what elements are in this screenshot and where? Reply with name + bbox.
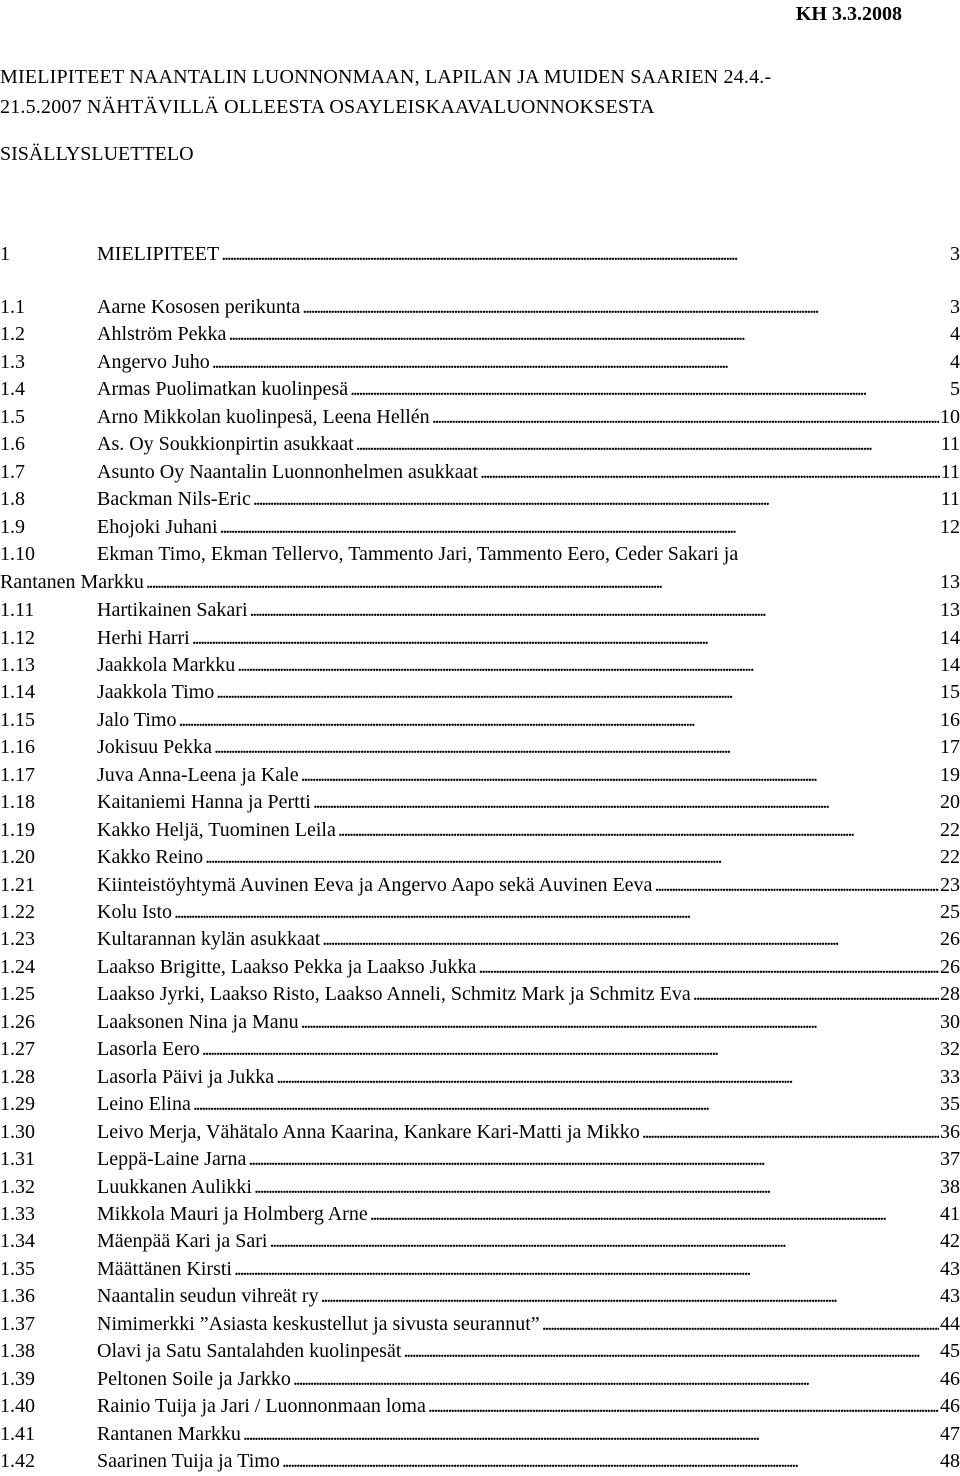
toc-dot-leader — [370, 1201, 939, 1228]
toc-dot-leader — [301, 762, 939, 789]
toc-entry-number: 1.12 — [0, 626, 35, 649]
toc-entry-line — [97, 1174, 960, 1201]
toc-entry-line — [97, 459, 960, 486]
toc-entry-number: 1.22 — [0, 901, 35, 923]
toc-dot-leader — [248, 1146, 939, 1173]
toc-entry-number: 1.39 — [0, 1367, 35, 1390]
toc-entry-title: Jaakkola Markku — [97, 653, 236, 676]
toc-entry-line — [97, 404, 960, 431]
toc-entry-title: MIELIPITEET — [97, 243, 220, 265]
toc-entry-page: 36 — [940, 1120, 960, 1143]
toc-dot-leader — [216, 679, 939, 706]
toc-entry-title: As. Oy Soukkionpirtin asukkaat — [97, 433, 354, 456]
toc-entry-number: 1.5 — [0, 405, 25, 428]
toc-entry-line — [97, 762, 960, 789]
toc-dot-leader — [205, 844, 939, 871]
toc-entry-title: Kakko Reino — [97, 846, 204, 869]
toc-entry-number: 1.42 — [0, 1450, 35, 1472]
toc-entry-number: 1.36 — [0, 1285, 35, 1308]
toc-entry-number: 1.3 — [0, 350, 25, 373]
toc-entry-title: Rainio Tuija ja Jari / Luonnonmaan loma — [97, 1395, 426, 1418]
toc-entry-page: 41 — [940, 1202, 960, 1225]
toc-entry-title: Armas Puolimatkan kuolinpesä — [97, 378, 349, 401]
document-title-line-2: 21.5.2007 NÄHTÄVILLÄ OLLEESTA OSAYLEISKAAVALUONNOKSESTA — [0, 96, 655, 118]
toc-dot-leader — [234, 1256, 939, 1283]
toc-entry-title: Olavi ja Satu Santalahden kuolinpesät — [97, 1340, 402, 1363]
toc-entry-number: 1.9 — [0, 515, 25, 538]
toc-entry-title: Leivo Merja, Vähätalo Anna Kaarina, Kankare Kari-Matti ja Mikko — [97, 1120, 640, 1143]
toc-entry-title: Herhi Harri — [97, 626, 190, 649]
toc-entry-line — [97, 376, 960, 403]
toc-entry-page: 48 — [940, 1450, 960, 1472]
toc-entry-line — [97, 241, 960, 268]
toc-dot-leader — [428, 1393, 939, 1420]
toc-entry-page: 28 — [940, 983, 960, 1006]
toc-entry-page: 30 — [940, 1010, 960, 1033]
toc-entry-number: 1.19 — [0, 818, 35, 841]
toc-dot-leader — [282, 1448, 939, 1475]
toc-dot-leader — [432, 404, 939, 431]
toc-entry-page: 16 — [940, 708, 960, 731]
toc-entry-line — [97, 652, 960, 679]
toc-entry-number: 1.28 — [0, 1065, 35, 1088]
toc-entry-page: 22 — [940, 818, 960, 841]
toc-entry-number: 1.11 — [0, 599, 35, 622]
toc-entry-title: Naantalin seudun vihreät ry — [97, 1285, 319, 1308]
toc-entry-line — [97, 625, 960, 652]
toc-dot-leader — [254, 1174, 939, 1201]
toc-entry-number: 1.31 — [0, 1148, 35, 1171]
document-title-line-1: MIELIPITEET NAANTALIN LUONNONMAAN, LAPILAN JA MUIDEN SAARIEN 24.4.- — [0, 66, 772, 88]
toc-entry-number: 1.16 — [0, 736, 35, 759]
toc-entry-number: 1.35 — [0, 1257, 35, 1280]
toc-entry-number: 1.15 — [0, 708, 35, 731]
toc-entry-line — [97, 817, 960, 844]
toc-entry-number: 1.6 — [0, 433, 25, 456]
toc-dot-leader — [403, 1338, 939, 1365]
toc-entry-line — [97, 1064, 960, 1091]
toc-dot-leader — [174, 899, 939, 926]
toc-entry-number: 1.18 — [0, 791, 35, 814]
toc-dot-leader — [193, 1091, 939, 1118]
toc-dot-leader — [322, 926, 939, 953]
toc-dot-leader — [302, 294, 949, 321]
toc-dot-leader — [214, 734, 939, 761]
toc-entry-page: 45 — [940, 1340, 960, 1363]
toc-dot-leader — [642, 1119, 939, 1146]
toc-entry-number: 1.32 — [0, 1175, 35, 1198]
toc-entry-line — [97, 707, 960, 734]
toc-entry-page: 32 — [940, 1038, 960, 1061]
toc-entry-line — [97, 789, 960, 816]
toc-entry-title-continued: Rantanen Markku — [0, 571, 144, 594]
toc-entry-number: 1.20 — [0, 846, 35, 869]
toc-entry-line — [97, 734, 960, 761]
toc-entry-number: 1.27 — [0, 1038, 35, 1061]
toc-entry-number: 1.1 — [0, 296, 25, 318]
toc-dot-leader — [350, 376, 949, 403]
toc-entry-number: 1.34 — [0, 1230, 35, 1253]
toc-entry-page: 37 — [940, 1148, 960, 1171]
toc-entry-line — [97, 486, 960, 513]
toc-entry-line — [97, 1201, 960, 1228]
toc-entry-page: 11 — [940, 488, 960, 511]
toc-entry-page: 43 — [940, 1285, 960, 1308]
toc-dot-leader — [250, 597, 940, 624]
toc-entry-title: Laakso Jyrki, Laakso Risto, Laakso Anneli, Schmitz Mark ja Schmitz Eva — [97, 983, 691, 1006]
toc-entry-title: Laakso Brigitte, Laakso Pekka ja Laakso Jukka — [97, 955, 477, 978]
toc-entry-title: Lasorla Päivi ja Jukka — [97, 1065, 275, 1088]
toc-entry-title: Kakko Heljä, Tuominen Leila — [97, 818, 336, 841]
toc-entry-number: 1.14 — [0, 681, 35, 704]
doc-reference: KH 3.3.2008 — [795, 3, 902, 25]
toc-entry-page: 5 — [950, 378, 960, 401]
toc-entry-page: 42 — [940, 1230, 960, 1253]
toc-entry-number: 1.40 — [0, 1395, 35, 1418]
toc-entry-title: Ehojoki Juhani — [97, 515, 218, 538]
toc-entry-line — [97, 597, 960, 624]
toc-entry-page: 11 — [940, 433, 960, 456]
toc-entry-page: 13 — [940, 599, 960, 622]
toc-entry-line — [97, 679, 960, 706]
toc-entry-line — [97, 1228, 960, 1255]
toc-entry-title: Juva Anna-Leena ja Kale — [97, 763, 299, 786]
toc-dot-leader — [202, 1036, 939, 1063]
toc-entry-line — [0, 569, 960, 596]
toc-entry-page: 35 — [940, 1093, 960, 1116]
toc-dot-leader — [693, 981, 939, 1008]
toc-entry-line — [97, 926, 960, 953]
toc-entry-number: 1.2 — [0, 323, 25, 346]
toc-entry-page: 19 — [940, 763, 960, 786]
toc-entry-page: 22 — [940, 846, 960, 869]
toc-entry-page: 38 — [940, 1175, 960, 1198]
toc-entry-line — [97, 431, 960, 458]
toc-dot-leader — [221, 241, 949, 268]
toc-entry-title: Ekman Timo, Ekman Tellervo, Tammento Jari, Tammento Eero, Ceder Sakari ja — [97, 543, 739, 566]
toc-entry-title: Jokisuu Pekka — [97, 736, 212, 759]
toc-entry-number: 1.24 — [0, 955, 35, 978]
toc-entry-page: 4 — [950, 350, 960, 373]
toc-entry-title: Jalo Timo — [97, 708, 177, 731]
toc-entry-number: 1.7 — [0, 460, 25, 483]
toc-entry-number: 1.30 — [0, 1120, 35, 1143]
toc-entry-title: Kaitaniemi Hanna ja Pertti — [97, 791, 311, 814]
toc-entry-title: Ahlström Pekka — [97, 323, 227, 346]
toc-dot-leader — [192, 625, 939, 652]
toc-dot-leader — [178, 707, 939, 734]
toc-entry-page: 20 — [940, 791, 960, 814]
toc-entry-line — [97, 349, 960, 376]
toc-entry-title: Leppä-Laine Jarna — [97, 1148, 247, 1171]
toc-entry-page: 43 — [940, 1257, 960, 1280]
toc-entry-line — [97, 1009, 960, 1036]
toc-entry-page: 46 — [940, 1367, 960, 1390]
toc-entry-line — [97, 1146, 960, 1173]
toc-entry-title: Lasorla Eero — [97, 1038, 200, 1061]
toc-entry-page: 3 — [950, 296, 960, 318]
toc-entry-page: 26 — [940, 955, 960, 978]
toc-dot-leader — [237, 652, 939, 679]
toc-entry-line — [97, 1119, 960, 1146]
toc-entry-line — [97, 954, 960, 981]
toc-entry-page: 14 — [940, 626, 960, 649]
toc-entry-line — [97, 294, 960, 321]
toc-dot-leader — [321, 1283, 939, 1310]
toc-entry-page: 25 — [940, 901, 960, 923]
toc-entry-line — [97, 844, 960, 871]
toc-entry-page: 13 — [940, 571, 960, 594]
toc-heading: SISÄLLYSLUETTELO — [0, 143, 194, 165]
toc-entry-title: Laaksonen Nina ja Manu — [97, 1010, 299, 1033]
toc-dot-leader — [293, 1366, 939, 1393]
toc-entry-title: Mikkola Mauri ja Holmberg Arne — [97, 1202, 368, 1225]
toc-entry-title: Aarne Kososen perikunta — [97, 296, 301, 318]
toc-dot-leader — [243, 1421, 939, 1448]
toc-dot-leader — [228, 321, 949, 348]
toc-dot-leader — [269, 1228, 939, 1255]
toc-dot-leader — [212, 349, 949, 376]
toc-entry-title: Kolu Isto — [97, 901, 172, 923]
toc-dot-leader — [313, 789, 939, 816]
toc-dot-leader — [478, 954, 939, 981]
toc-entry-number: 1.13 — [0, 653, 35, 676]
toc-dot-leader — [654, 872, 939, 899]
toc-entry-page: 44 — [940, 1312, 960, 1335]
toc-entry-title: Mäenpää Kari ja Sari — [97, 1230, 268, 1253]
toc-dot-leader — [356, 431, 940, 458]
toc-entry-title: Kultarannan kylän asukkaat — [97, 928, 321, 951]
toc-entry-line — [97, 1036, 960, 1063]
toc-entry-title: Määttänen Kirsti — [97, 1257, 232, 1280]
toc-dot-leader — [338, 817, 939, 844]
toc-entry-line — [97, 1448, 960, 1475]
toc-entry-line — [97, 981, 960, 1008]
toc-entry-page: 26 — [940, 928, 960, 951]
toc-entry-page: 4 — [950, 323, 960, 346]
toc-entry-line — [97, 1338, 960, 1365]
toc-entry-page: 12 — [940, 515, 960, 538]
toc-entry-line — [97, 1283, 960, 1310]
toc-dot-leader — [480, 459, 940, 486]
toc-dot-leader — [542, 1311, 939, 1338]
toc-entry-page: 3 — [950, 243, 960, 265]
toc-entry-number: 1.26 — [0, 1010, 35, 1033]
toc-entry-page: 33 — [940, 1065, 960, 1088]
toc-entry-title: Nimimerkki ”Asiasta keskustellut ja sivusta seurannut” — [97, 1312, 540, 1335]
toc-entry-line — [97, 1256, 960, 1283]
toc-entry-title: Rantanen Markku — [97, 1422, 241, 1445]
toc-dot-leader — [220, 514, 939, 541]
toc-entry-number: 1.38 — [0, 1340, 35, 1363]
toc-entry-number: 1.4 — [0, 378, 25, 401]
toc-entry-page: 11 — [940, 460, 960, 483]
toc-entry-number: 1.8 — [0, 488, 25, 511]
toc-entry-page: 17 — [940, 736, 960, 759]
toc-entry-number: 1.37 — [0, 1312, 35, 1335]
toc-entry-title: Jaakkola Timo — [97, 681, 215, 704]
toc-entry-title: Leino Elina — [97, 1093, 191, 1116]
toc-entry-page: 46 — [940, 1395, 960, 1418]
toc-entry-title: Peltonen Soile ja Jarkko — [97, 1367, 291, 1390]
toc-entry-line — [97, 1421, 960, 1448]
toc-entry-title: Kiinteistöyhtymä Auvinen Eeva ja Angervo Aapo sekä Auvinen Eeva — [97, 873, 653, 896]
toc-entry-page: 10 — [940, 405, 960, 428]
toc-entry-title: Arno Mikkolan kuolinpesä, Leena Hellén — [97, 405, 430, 428]
toc-entry-number: 1.10 — [0, 543, 35, 566]
toc-entry-number: 1.33 — [0, 1202, 35, 1225]
toc-entry-number: 1 — [0, 243, 10, 265]
toc-entry-title: Asunto Oy Naantalin Luonnonhelmen asukkaat — [97, 460, 479, 483]
toc-entry-line — [97, 1393, 960, 1420]
toc-entry-page: 14 — [940, 653, 960, 676]
toc-entry-line — [97, 872, 960, 899]
document-title — [0, 62, 960, 122]
toc-entry-line — [97, 1091, 960, 1118]
toc-entry-title: Backman Nils-Eric — [97, 488, 251, 511]
toc-entry-line — [97, 514, 960, 541]
toc-entry-number: 1.41 — [0, 1422, 35, 1445]
toc-entry-page: 15 — [940, 681, 960, 704]
toc-entry-title: Hartikainen Sakari — [97, 599, 248, 622]
toc-entry-number: 1.29 — [0, 1093, 35, 1116]
toc-dot-leader — [253, 486, 940, 513]
toc-entry-title: Angervo Juho — [97, 350, 210, 373]
toc-entry-line — [97, 321, 960, 348]
toc-entry-number: 1.23 — [0, 928, 35, 951]
toc-entry-line — [97, 1366, 960, 1393]
toc-entry-page: 47 — [940, 1422, 960, 1445]
toc-entry-number: 1.25 — [0, 983, 35, 1006]
toc-dot-leader — [301, 1009, 939, 1036]
toc-dot-leader — [276, 1064, 939, 1091]
toc-entry-line — [97, 1311, 960, 1338]
toc-entry-title: Saarinen Tuija ja Timo — [97, 1450, 280, 1472]
toc-entry-number: 1.17 — [0, 763, 35, 786]
toc-entry-number: 1.21 — [0, 873, 35, 896]
toc-entry-page: 23 — [940, 873, 960, 896]
toc-dot-leader — [146, 569, 939, 596]
toc-entry-title: Luukkanen Aulikki — [97, 1175, 252, 1198]
toc-entry-line — [97, 899, 960, 926]
